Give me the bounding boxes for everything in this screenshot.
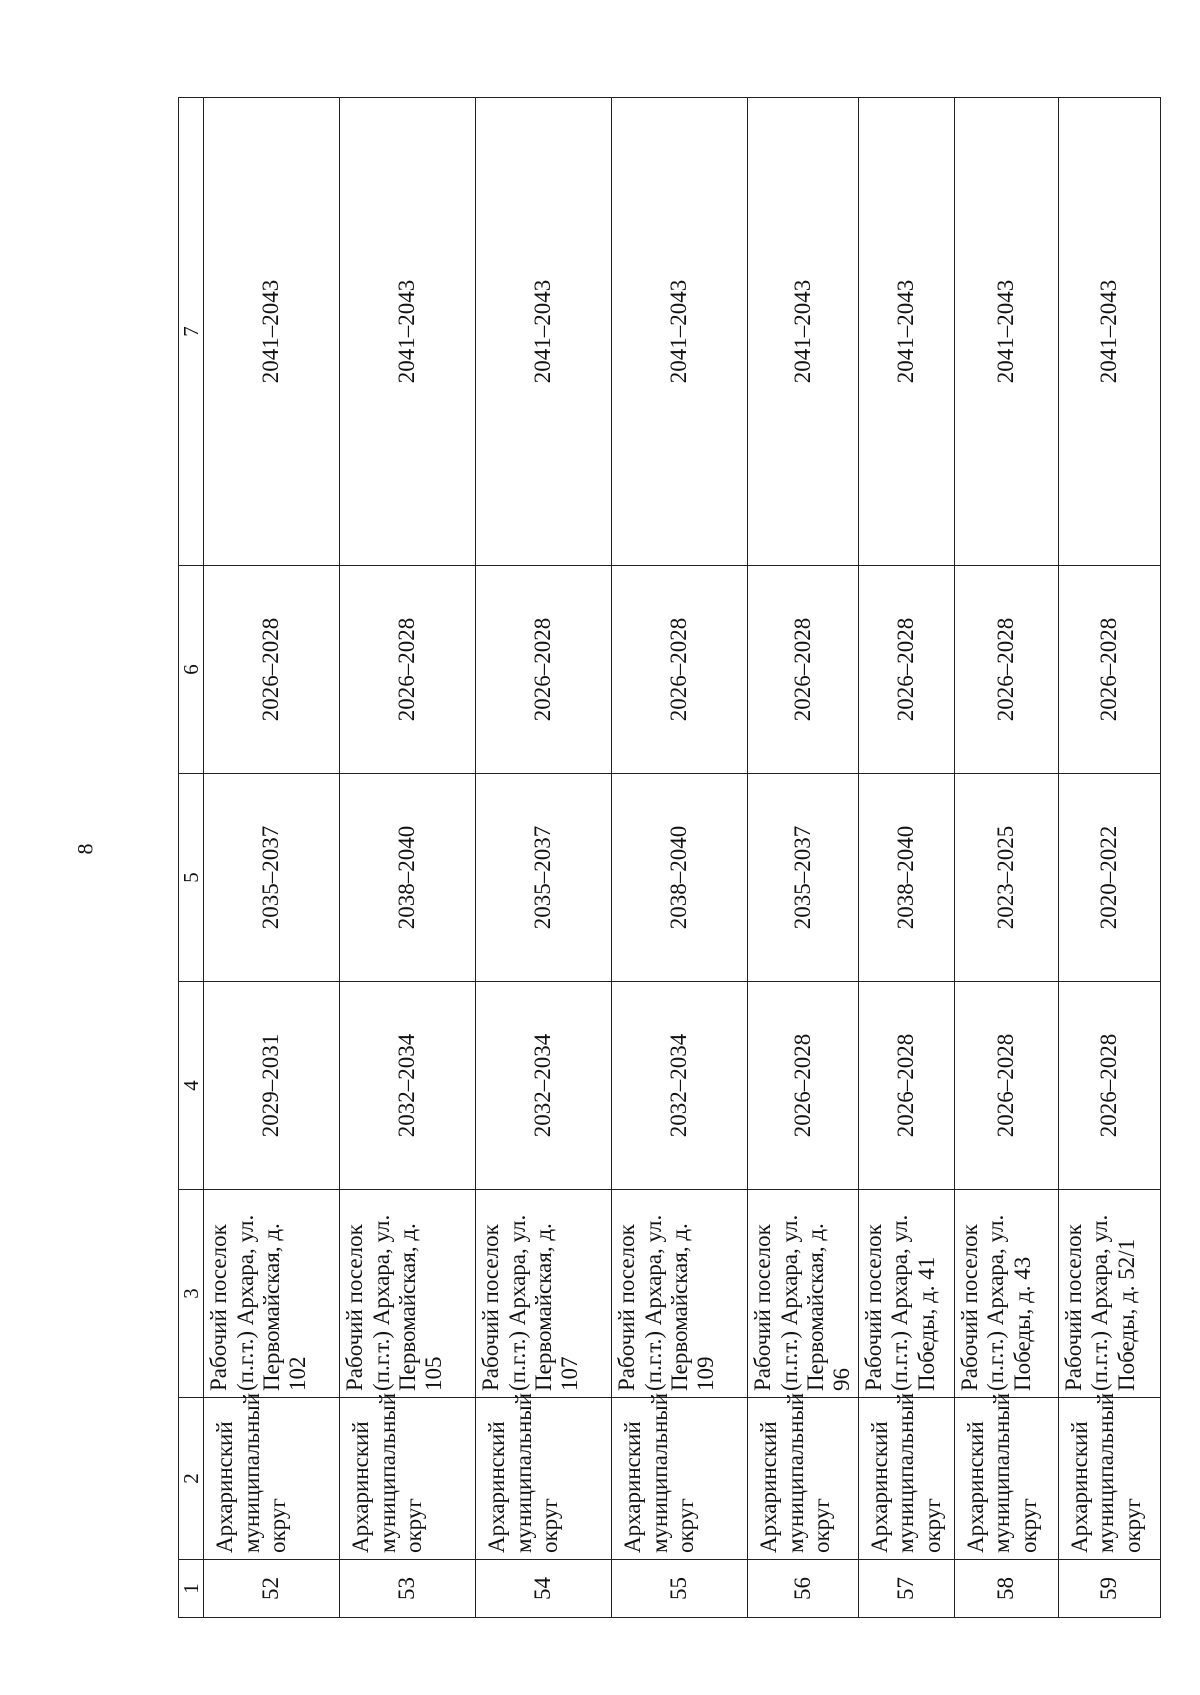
period-col-5: 2035–2037 xyxy=(204,774,340,982)
period-col-5: 2020–2022 xyxy=(1058,774,1160,982)
municipality-cell: Архаринский муниципальный округ xyxy=(858,1398,954,1560)
address-cell: Рабочий поселок (п.г.т.) Архара, ул. Первомайская, д. 96 xyxy=(748,1190,859,1398)
period-col-5: 2038–2040 xyxy=(612,774,748,982)
period-col-7: 2041–2043 xyxy=(476,98,612,566)
period-col-6: 2026–2028 xyxy=(204,566,340,774)
table-row xyxy=(612,98,748,1618)
period-col-4: 2032–2034 xyxy=(476,982,612,1190)
address-cell: Рабочий поселок (п.г.т.) Архара, ул. Первомайская, д. 102 xyxy=(204,1190,340,1398)
header-col-6: 6 xyxy=(179,566,204,774)
period-col-5: 2038–2040 xyxy=(340,774,476,982)
period-col-7: 2041–2043 xyxy=(954,98,1058,566)
period-col-7: 2041–2043 xyxy=(204,98,340,566)
period-col-4: 2026–2028 xyxy=(1058,982,1160,1190)
period-col-6: 2026–2028 xyxy=(1058,566,1160,774)
page-number: 8 xyxy=(72,843,98,855)
row-number: 59 xyxy=(1058,1560,1160,1618)
period-col-7: 2041–2043 xyxy=(1058,98,1160,566)
period-col-7: 2041–2043 xyxy=(858,98,954,566)
period-col-4: 2026–2028 xyxy=(858,982,954,1190)
period-col-6: 2026–2028 xyxy=(612,566,748,774)
table-row xyxy=(340,98,476,1618)
period-col-5: 2035–2037 xyxy=(476,774,612,982)
table-row xyxy=(1058,98,1160,1618)
row-number: 54 xyxy=(476,1560,612,1618)
header-row xyxy=(179,98,204,1618)
period-col-4: 2026–2028 xyxy=(748,982,859,1190)
address-cell: Рабочий поселок (п.г.т.) Архара, ул. Первомайская, д. 105 xyxy=(340,1190,476,1398)
period-col-4: 2026–2028 xyxy=(954,982,1058,1190)
period-col-4: 2032–2034 xyxy=(340,982,476,1190)
municipality-cell: Архаринский муниципальный округ xyxy=(612,1398,748,1560)
period-col-4: 2029–2031 xyxy=(204,982,340,1190)
address-cell: Рабочий поселок (п.г.т.) Архара, ул. Первомайская, д. 109 xyxy=(612,1190,748,1398)
header-col-2: 2 xyxy=(179,1398,204,1560)
table-row xyxy=(954,98,1058,1618)
row-number: 56 xyxy=(748,1560,859,1618)
period-col-5: 2023–2025 xyxy=(954,774,1058,982)
municipality-cell: Архаринский муниципальный округ xyxy=(748,1398,859,1560)
address-cell: Рабочий поселок (п.г.т.) Архара, ул. Победы, д. 41 xyxy=(858,1190,954,1398)
municipality-cell: Архаринский муниципальный округ xyxy=(476,1398,612,1560)
table-row xyxy=(476,98,612,1618)
header-col-3: 3 xyxy=(179,1190,204,1398)
municipality-cell: Архаринский муниципальный округ xyxy=(204,1398,340,1560)
row-number: 57 xyxy=(858,1560,954,1618)
period-col-4: 2032–2034 xyxy=(612,982,748,1190)
address-cell: Рабочий поселок (п.г.т.) Архара, ул. Первомайская, д. 107 xyxy=(476,1190,612,1398)
municipality-cell: Архаринский муниципальный округ xyxy=(954,1398,1058,1560)
period-col-5: 2038–2040 xyxy=(858,774,954,982)
table-row xyxy=(748,98,859,1618)
period-col-7: 2041–2043 xyxy=(748,98,859,566)
header-col-4: 4 xyxy=(179,982,204,1190)
address-cell: Рабочий поселок (п.г.т.) Архара, ул. Победы, д. 43 xyxy=(954,1190,1058,1398)
header-col-7: 7 xyxy=(179,98,204,566)
table-row xyxy=(858,98,954,1618)
row-number: 53 xyxy=(340,1560,476,1618)
period-col-6: 2026–2028 xyxy=(340,566,476,774)
schedule-table xyxy=(178,97,1161,1618)
period-col-6: 2026–2028 xyxy=(476,566,612,774)
rotated-table-wrapper xyxy=(178,106,1145,1618)
address-cell: Рабочий поселок (п.г.т.) Архара, ул. Победы, д. 52/1 xyxy=(1058,1190,1160,1398)
municipality-cell: Архаринский муниципальный округ xyxy=(1058,1398,1160,1560)
header-col-1: 1 xyxy=(179,1560,204,1618)
period-col-6: 2026–2028 xyxy=(858,566,954,774)
period-col-5: 2035–2037 xyxy=(748,774,859,982)
row-number: 52 xyxy=(204,1560,340,1618)
period-col-7: 2041–2043 xyxy=(612,98,748,566)
row-number: 55 xyxy=(612,1560,748,1618)
period-col-6: 2026–2028 xyxy=(748,566,859,774)
header-col-5: 5 xyxy=(179,774,204,982)
period-col-7: 2041–2043 xyxy=(340,98,476,566)
municipality-cell: Архаринский муниципальный округ xyxy=(340,1398,476,1560)
row-number: 58 xyxy=(954,1560,1058,1618)
table-row xyxy=(204,98,340,1618)
period-col-6: 2026–2028 xyxy=(954,566,1058,774)
